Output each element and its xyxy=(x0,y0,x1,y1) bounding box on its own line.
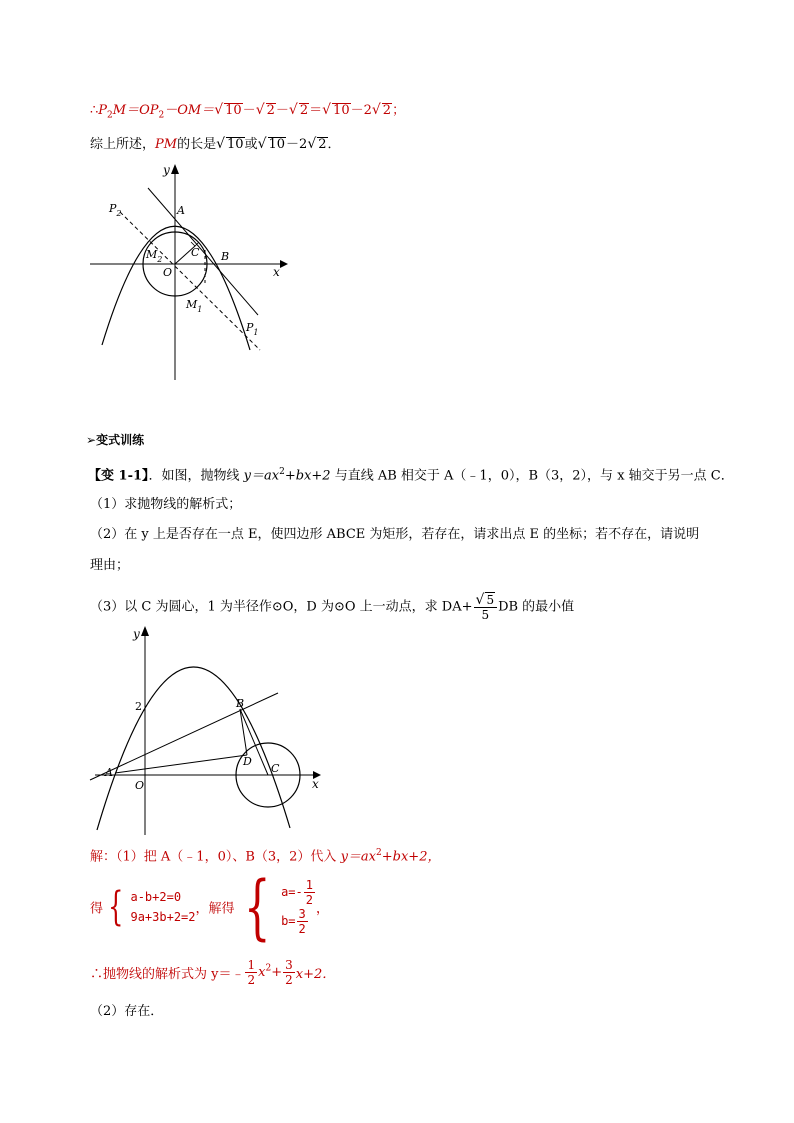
eq-y: y xyxy=(340,849,348,865)
figure-1-parabola-diagram xyxy=(80,160,300,390)
y-axis-arrow xyxy=(171,164,179,174)
summary-lead: 综上所述， xyxy=(90,137,156,152)
label-p2: $P_2$ xyxy=(109,202,122,218)
radical-sign: √ xyxy=(257,136,267,152)
radical-sign: √ xyxy=(214,102,224,118)
eq-rest: ＝ax xyxy=(251,468,280,484)
label-m1: $M_1$ xyxy=(186,298,203,314)
radical-sign: √ xyxy=(322,102,332,118)
radicand-2: 2 xyxy=(299,103,309,118)
arrow-bullet-icon: ➢ xyxy=(86,433,97,447)
a-den: 2 xyxy=(305,893,313,907)
label-y: y xyxy=(133,627,140,641)
label-x: x xyxy=(312,777,319,791)
question-2a: （2）在 y 上是否存在一点 E，使四边形 ABCE 为矩形，若存在，请求出点 E 的坐标；若不存在，请说明 xyxy=(90,527,700,542)
solution-line-1 xyxy=(90,100,405,126)
solution-line-2 xyxy=(90,134,341,155)
radicand-2: 2 xyxy=(318,137,327,152)
eq-sup: 2 xyxy=(376,848,382,858)
label-o: O xyxy=(135,779,145,792)
label-b: B xyxy=(221,250,230,263)
line-ab xyxy=(148,188,258,315)
radicand-2: 2 xyxy=(266,103,275,118)
minus-two: －2 xyxy=(286,137,308,152)
equals: ＝ xyxy=(309,103,323,118)
fraction-half xyxy=(245,958,257,987)
label-o: O xyxy=(163,266,173,279)
label-x: x xyxy=(273,265,280,279)
minus-om: －OM＝ xyxy=(164,103,215,118)
de-text: 得 xyxy=(90,901,104,917)
eq-rest: ＝ax xyxy=(347,849,377,865)
radical-sign: √ xyxy=(288,102,298,118)
label-m2: $M_2$ xyxy=(146,248,163,264)
radicand-2: 2 xyxy=(382,103,392,118)
therefore-symbol: ∴ xyxy=(90,103,99,118)
period: ． xyxy=(327,137,341,152)
label-d: D xyxy=(243,755,252,768)
segment-bd xyxy=(240,709,247,755)
comma: ， xyxy=(315,901,329,917)
problem-text-a: ．如图，抛物线 xyxy=(148,468,244,484)
system-2 xyxy=(235,866,316,948)
eq-y: y xyxy=(243,468,252,484)
label-p1: $P_1$ xyxy=(246,321,259,337)
a-num: 1 xyxy=(305,878,313,892)
minus: － xyxy=(242,103,256,118)
parabola-curve xyxy=(97,667,290,830)
jiede-text: ，解得 xyxy=(195,901,235,917)
radicand-10: 10 xyxy=(227,137,244,152)
conclusion-text-a: ∴抛物线的解析式为 y＝﹣ xyxy=(90,967,245,982)
frac-num: 5 xyxy=(486,593,495,607)
minus: － xyxy=(275,103,289,118)
question-3b: DB 的最小值 xyxy=(498,599,575,615)
section-title xyxy=(86,430,144,450)
eq-tail: +bx+2， xyxy=(381,849,441,865)
left-brace-icon: { xyxy=(243,866,271,948)
left-brace-icon: { xyxy=(108,884,124,930)
b-num: 3 xyxy=(298,907,306,921)
conclusion-x: x xyxy=(258,965,266,980)
plus: + xyxy=(271,965,283,980)
segment-ad xyxy=(115,755,247,773)
sub-2b: 2 xyxy=(158,110,165,121)
var-pm: PM xyxy=(155,137,178,152)
label-c: C xyxy=(191,246,200,259)
question-2b: 理由； xyxy=(90,558,130,573)
sqrt5-over-5-fraction xyxy=(474,592,498,622)
fraction-three-halves xyxy=(283,958,295,987)
radical-sign: √ xyxy=(307,136,317,152)
solution-part-1-text: 解：（1）把 A（﹣1，0）、B（3，2）代入 xyxy=(90,849,341,865)
conclusion-sup: 2 xyxy=(265,963,272,974)
problem-tag: 【变 1-1】 xyxy=(88,468,149,484)
conclusion-tail: x+2． xyxy=(295,967,336,982)
a-prefix: a=- xyxy=(281,885,303,899)
radical-sign: √ xyxy=(255,102,265,118)
var-op: OP xyxy=(139,103,159,118)
sub-2: 2 xyxy=(107,110,113,121)
system-1-row-2: 9a+3b+2=2 xyxy=(130,910,196,924)
minus-two: －2 xyxy=(350,103,372,118)
question-3 xyxy=(90,592,574,622)
radicand-10: 10 xyxy=(225,103,242,118)
eq-tail: +bx+2 xyxy=(284,468,331,484)
label-b: B xyxy=(236,697,245,710)
b-prefix: b= xyxy=(281,914,296,928)
label-y: y xyxy=(163,163,170,177)
var-m-eq: M＝ xyxy=(112,103,140,118)
var-p: P xyxy=(98,103,108,118)
c1-num: 1 xyxy=(247,958,256,972)
section-title-text: 变式训练 xyxy=(96,433,145,447)
c2-num: 3 xyxy=(285,958,293,972)
c1-den: 2 xyxy=(247,973,256,987)
question-1: （1）求抛物线的解析式； xyxy=(90,497,242,512)
figure-2-parabola-circle-diagram xyxy=(85,620,335,840)
a-fraction xyxy=(304,878,315,907)
summary-mid: 的长是 xyxy=(177,137,217,152)
system-1 xyxy=(103,884,196,930)
equation-systems xyxy=(90,866,329,948)
semicolon: ； xyxy=(392,103,406,118)
b-value-row xyxy=(281,907,316,936)
b-den: 2 xyxy=(298,922,306,936)
x-axis-arrow xyxy=(280,260,288,268)
a-value-row xyxy=(281,878,316,907)
label-a: A xyxy=(105,766,113,779)
label-two: 2 xyxy=(135,700,142,713)
or-text: 或 xyxy=(244,137,258,152)
b-fraction xyxy=(297,907,308,936)
problem-line-1 xyxy=(88,462,734,486)
solution-part-2: （2）存在． xyxy=(90,1004,164,1019)
frac-den: 5 xyxy=(481,608,490,622)
radical-sign: √ xyxy=(475,592,485,608)
conclusion xyxy=(90,958,335,987)
radical-sign: √ xyxy=(371,102,381,118)
problem-text-b: 与直线 AB 相交于 A（﹣1，0），B（3，2），与 x 轴交于另一点 C． xyxy=(330,468,734,484)
radicand-10: 10 xyxy=(268,137,286,152)
system-1-row-1: a-b+2=0 xyxy=(130,890,182,904)
radical-sign: √ xyxy=(216,136,226,152)
radicand-10: 10 xyxy=(333,103,350,118)
question-3a: （3）以 C 为圆心，1 为半径作⊙O，D 为⊙O 上一动点，求 DA+ xyxy=(90,599,473,615)
c2-den: 2 xyxy=(285,973,293,987)
label-c: C xyxy=(271,762,280,775)
label-a: A xyxy=(177,204,185,217)
solution-part-1 xyxy=(90,843,440,867)
y-axis-arrow xyxy=(141,626,149,636)
dashed-line-p2-p1 xyxy=(120,212,260,350)
parabola-curve xyxy=(102,226,250,350)
eq-sup: 2 xyxy=(279,467,285,477)
